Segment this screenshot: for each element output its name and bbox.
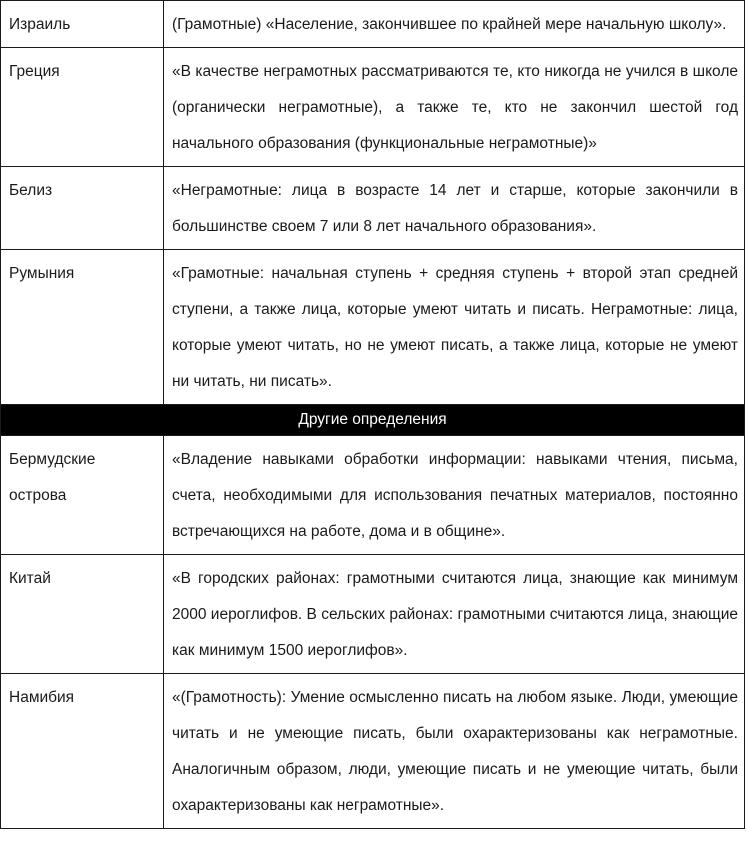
table-row bbox=[1, 674, 745, 829]
table-row bbox=[1, 48, 745, 167]
definition-cell: «Неграмотные: лица в возрасте 14 лет и старше, которые закончили в большинстве своем 7 или 8 лет начального образования». bbox=[164, 167, 745, 250]
country-cell: Израиль bbox=[1, 1, 164, 48]
definition-cell: «В городских районах: грамотными считаются лица, знающие как минимум 2000 иероглифов. В сельских районах: грамотными считаются лица, знающие как минимум 1500 иероглифов». bbox=[164, 555, 745, 674]
definition-cell: «(Грамотность): Умение осмысленно писать на любом языке. Люди, умеющие читать и не умеющие писать, были охарактеризованы как неграмотные. Аналогичным образом, люди, умеющие писать и не умеющие читать, были охарактеризованы как неграмотные». bbox=[164, 674, 745, 829]
section-header-row bbox=[1, 405, 745, 436]
definition-cell: «В качестве неграмотных рассматриваются те, кто никогда не учился в школе (органически неграмотные), а также те, кто не закончил шестой год начального образования (функциональные неграмотные)» bbox=[164, 48, 745, 167]
table-row bbox=[1, 167, 745, 250]
table-row bbox=[1, 555, 745, 674]
country-cell: Бермудские острова bbox=[1, 436, 164, 555]
definition-cell: (Грамотные) «Население, закончившее по крайней мере начальную школу». bbox=[164, 1, 745, 48]
country-cell: Белиз bbox=[1, 167, 164, 250]
table-row bbox=[1, 250, 745, 405]
country-cell: Греция bbox=[1, 48, 164, 167]
country-cell: Намибия bbox=[1, 674, 164, 829]
country-cell: Китай bbox=[1, 555, 164, 674]
definition-cell: «Грамотные: начальная ступень + средняя ступень + второй этап средней ступени, а также лица, которые умеют читать и писать. Неграмотные: лица, которые умеют читать, но не умеют писать, а также лица, которые не умеют ни читать, ни писать». bbox=[164, 250, 745, 405]
table-row bbox=[1, 1, 745, 48]
country-cell: Румыния bbox=[1, 250, 164, 405]
section-header: Другие определения bbox=[1, 405, 745, 436]
definition-cell: «Владение навыками обработки информации: навыками чтения, письма, счета, необходимыми для использования печатных материалов, постоянно встречающихся на работе, дома и в общине». bbox=[164, 436, 745, 555]
table-row bbox=[1, 436, 745, 555]
